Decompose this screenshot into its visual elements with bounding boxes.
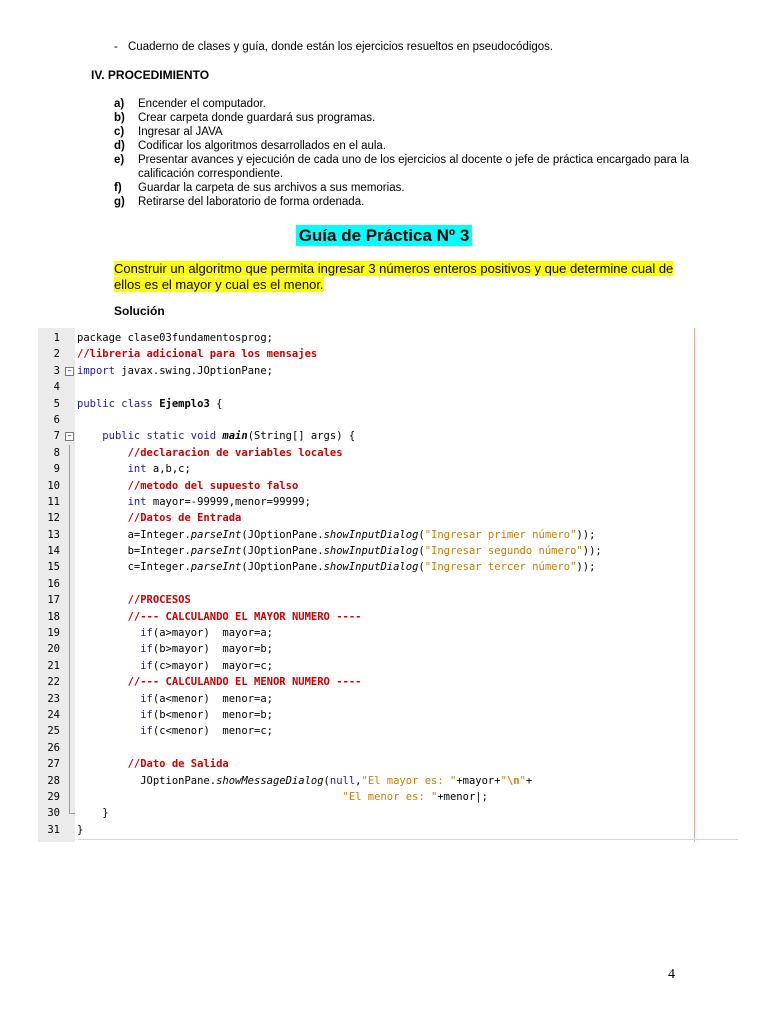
code-token: +menor|; xyxy=(437,790,488,803)
code-token: main xyxy=(222,430,248,443)
code-text xyxy=(77,822,83,838)
fold-guide-line xyxy=(69,461,70,477)
code-text xyxy=(77,641,273,657)
code-token: "El menor es: " xyxy=(342,790,438,803)
procedure-step-text: Encender el computador. xyxy=(138,98,266,110)
code-token: //libreria adicional para los mensajes xyxy=(77,348,318,361)
code-token: //declaracion de variables locales xyxy=(127,446,343,459)
fold-guide-line xyxy=(69,707,70,723)
code-token: public class xyxy=(77,397,160,410)
fold-end-marker xyxy=(69,805,75,814)
line-number: 29 xyxy=(47,790,60,803)
code-token: //Dato de Salida xyxy=(127,758,229,771)
code-token xyxy=(77,611,128,623)
code-text xyxy=(77,805,109,821)
code-text xyxy=(77,756,229,772)
code-token: if xyxy=(140,643,153,656)
page-number: 4 xyxy=(668,967,675,982)
procedure-step xyxy=(114,125,694,139)
line-number: 27 xyxy=(47,758,60,771)
code-token: Ejemplo3 xyxy=(159,397,210,410)
code-text xyxy=(77,609,361,625)
code-text xyxy=(77,691,273,707)
fold-guide-line xyxy=(69,773,70,789)
code-token xyxy=(77,512,128,524)
code-token xyxy=(77,758,128,770)
procedure-step-letter: g) xyxy=(114,196,125,208)
fold-guide-line xyxy=(69,510,70,526)
code-text xyxy=(77,478,298,494)
code-token: (a>mayor) mayor=a; xyxy=(152,627,273,640)
code-token: (JOptionPane. xyxy=(241,561,324,574)
code-text xyxy=(77,445,343,461)
code-token: b=Integer. xyxy=(77,545,191,558)
problem-statement-text: Construir un algoritmo que permita ingresar 3 números enteros positivos y que determine cual de ellos es el mayor y cual es el menor. xyxy=(114,261,674,292)
code-text xyxy=(77,330,273,346)
fold-guide-line xyxy=(69,527,70,543)
code-text xyxy=(77,396,222,412)
code-text xyxy=(77,461,191,477)
code-token: showInputDialog xyxy=(323,528,419,541)
line-number: 19 xyxy=(47,627,60,640)
solution-label: Solución xyxy=(114,304,165,318)
fold-collapse-icon[interactable]: − xyxy=(65,367,74,376)
guide-title-text: Guía de Práctica Nº 3 xyxy=(296,225,473,246)
procedure-step-text: Guardar la carpeta de sus archivos a sus memorias. xyxy=(138,182,405,194)
editor-bottom-border xyxy=(78,839,738,840)
line-number: 6 xyxy=(53,413,60,426)
procedure-step-text: Presentar avances y ejecución de cada uno de los ejercicios al docente o jefe de práctica encargado para la calificación correspondiente. xyxy=(138,154,690,180)
procedure-step-letter: d) xyxy=(114,140,125,152)
code-editor-screenshot xyxy=(38,328,738,842)
code-text xyxy=(77,658,273,674)
code-token: (a<menor) menor=a; xyxy=(152,692,273,705)
code-token: showMessageDialog xyxy=(216,774,324,787)
procedure-step-letter: e) xyxy=(114,154,125,166)
code-token: a=Integer. xyxy=(77,528,191,541)
code-token: parseInt xyxy=(190,545,242,558)
fold-guide-line xyxy=(69,494,70,510)
procedure-step-letter: c) xyxy=(114,126,125,138)
code-token: package clase03fundamentosprog; xyxy=(77,332,273,344)
code-token: if xyxy=(140,627,153,640)
code-token xyxy=(77,496,128,508)
code-token: "El mayor es: " xyxy=(361,774,457,787)
code-token: { xyxy=(209,397,223,410)
procedure-step-letter: b) xyxy=(114,112,125,124)
code-token: (JOptionPane. xyxy=(241,545,324,558)
code-token: "Ingresar primer número" xyxy=(424,528,577,541)
fold-guide-line xyxy=(69,478,70,494)
bullet-dash: - xyxy=(114,41,118,53)
code-token: ( xyxy=(418,561,425,574)
fold-guide-line xyxy=(69,641,70,657)
code-token: parseInt xyxy=(190,528,242,541)
line-number: 25 xyxy=(47,725,60,738)
code-token xyxy=(77,463,128,475)
line-number: 21 xyxy=(47,659,60,672)
code-token: mayor=-99999,menor=99999; xyxy=(146,495,311,508)
fold-guide-line xyxy=(69,592,70,608)
code-token xyxy=(77,709,140,721)
code-text xyxy=(77,789,488,805)
code-token xyxy=(77,693,140,705)
line-number: 12 xyxy=(47,512,60,525)
code-token: parseInt xyxy=(190,561,242,574)
fold-guide-line xyxy=(69,625,70,641)
code-text xyxy=(77,346,317,362)
code-token: )); xyxy=(576,528,596,541)
line-number: 15 xyxy=(47,561,60,574)
code-token: )); xyxy=(582,545,602,558)
fold-guide-line xyxy=(69,609,70,625)
code-text xyxy=(77,363,273,379)
procedure-step-letter: f) xyxy=(114,182,122,194)
line-number: 23 xyxy=(47,692,60,705)
code-token: ( xyxy=(323,774,330,787)
procedure-steps-list xyxy=(114,97,694,209)
fold-guide-line xyxy=(69,723,70,739)
code-token: int xyxy=(127,463,147,476)
code-text xyxy=(77,510,241,526)
line-number: 22 xyxy=(47,676,60,689)
section-heading-procedure: IV. PROCEDIMIENTO xyxy=(91,68,210,82)
code-text xyxy=(77,674,361,690)
code-token: //--- CALCULANDO EL MENOR NUMERO ---- xyxy=(127,676,362,689)
code-token: javax.swing.JOptionPane; xyxy=(114,364,273,377)
code-text xyxy=(77,773,532,789)
code-token xyxy=(77,447,128,459)
code-token: if xyxy=(140,725,153,738)
code-token: a,b,c; xyxy=(146,463,191,476)
line-number: 17 xyxy=(47,594,60,607)
line-number: 28 xyxy=(47,774,60,787)
procedure-step-text: Retirarse del laboratorio de forma ordenada. xyxy=(138,196,365,208)
code-token: (c<menor) menor=c; xyxy=(152,725,273,738)
code-text xyxy=(77,559,595,575)
line-number: 7 xyxy=(53,430,60,443)
code-token xyxy=(77,643,140,655)
code-token: , xyxy=(355,774,362,787)
code-token: )); xyxy=(576,561,596,574)
code-token: //PROCESOS xyxy=(127,594,191,607)
code-token xyxy=(77,725,140,737)
line-number: 14 xyxy=(47,545,60,558)
code-text xyxy=(77,625,273,641)
right-margin-guide xyxy=(694,328,695,842)
fold-guide-line xyxy=(69,559,70,575)
code-token: "Ingresar tercer número" xyxy=(424,561,577,574)
line-number: 26 xyxy=(47,741,60,754)
code-token xyxy=(77,660,140,672)
line-number: 11 xyxy=(47,495,60,508)
code-token: \n xyxy=(506,774,520,787)
procedure-step-text: Codificar los algoritmos desarrollados en el aula. xyxy=(138,140,387,152)
code-token: } xyxy=(77,823,84,836)
code-token xyxy=(77,627,140,639)
fold-collapse-icon[interactable]: − xyxy=(65,432,74,441)
code-text xyxy=(77,592,191,608)
line-number: 16 xyxy=(47,577,60,590)
code-token: (JOptionPane. xyxy=(241,528,324,541)
code-text xyxy=(77,494,311,510)
code-token: JOptionPane. xyxy=(77,774,217,787)
line-number: 2 xyxy=(53,348,60,361)
code-token: int xyxy=(127,495,147,508)
procedure-step xyxy=(114,195,694,209)
fold-guide-line xyxy=(69,789,70,805)
code-token: +mayor+ xyxy=(456,774,501,787)
code-text xyxy=(77,527,595,543)
fold-guide-line xyxy=(69,756,70,772)
code-text xyxy=(77,723,273,739)
line-number: 24 xyxy=(47,708,60,721)
materials-bullet xyxy=(114,41,553,53)
line-number: 31 xyxy=(47,823,60,836)
code-token: (String[] args) { xyxy=(247,430,356,443)
code-token xyxy=(77,430,102,442)
code-token: if xyxy=(140,692,153,705)
procedure-step xyxy=(114,153,694,181)
procedure-step-text: Ingresar al JAVA xyxy=(138,126,223,138)
procedure-step xyxy=(114,181,694,195)
line-number: 5 xyxy=(53,397,60,410)
code-token: public static void xyxy=(102,430,223,443)
code-token: if xyxy=(140,659,153,672)
code-token: import xyxy=(77,364,115,377)
problem-statement xyxy=(114,261,694,293)
code-text xyxy=(77,428,355,444)
code-token xyxy=(77,791,343,803)
procedure-step xyxy=(114,97,694,111)
procedure-step-text: Crear carpeta donde guardará sus programas. xyxy=(138,112,376,124)
fold-guide-line xyxy=(69,658,70,674)
code-token: "Ingresar segundo número" xyxy=(424,545,583,558)
code-token: " xyxy=(500,774,507,787)
code-token: ( xyxy=(418,528,425,541)
code-token: (b<menor) menor=b; xyxy=(152,708,273,721)
line-number: 18 xyxy=(47,610,60,623)
code-token xyxy=(77,594,128,606)
fold-guide-line xyxy=(69,543,70,559)
code-token xyxy=(77,480,128,492)
bullet-text: Cuaderno de clases y guía, donde están los ejercicios resueltos en pseudocódigos. xyxy=(128,41,554,53)
code-token: showInputDialog xyxy=(323,561,419,574)
line-number: 3 xyxy=(53,364,60,377)
fold-guide-line xyxy=(69,576,70,592)
code-token: //metodo del supuesto falso xyxy=(127,479,299,492)
code-token: //Datos de Entrada xyxy=(127,512,242,525)
line-number: 4 xyxy=(53,381,60,394)
code-text xyxy=(77,543,602,559)
procedure-step xyxy=(114,139,694,153)
code-token: showInputDialog xyxy=(323,545,419,558)
guide-title xyxy=(0,226,768,246)
code-token: c=Integer. xyxy=(77,561,191,574)
line-number: 30 xyxy=(47,807,60,820)
code-token: ( xyxy=(418,545,425,558)
code-token xyxy=(77,676,128,688)
line-number: 20 xyxy=(47,643,60,656)
line-number: 13 xyxy=(47,528,60,541)
procedure-step-letter: a) xyxy=(114,98,125,110)
code-token: //--- CALCULANDO EL MAYOR NUMERO ---- xyxy=(127,610,362,623)
fold-guide-line xyxy=(69,691,70,707)
code-token: (b>mayor) mayor=b; xyxy=(152,643,273,656)
fold-guide-line xyxy=(69,740,70,756)
code-token: null xyxy=(329,774,356,787)
code-token: + xyxy=(525,774,533,787)
line-number: 8 xyxy=(53,446,60,459)
fold-guide-line xyxy=(69,674,70,690)
code-token: (c>mayor) mayor=c; xyxy=(152,659,273,672)
fold-guide-line xyxy=(69,445,70,461)
code-token: if xyxy=(140,708,153,721)
line-number: 1 xyxy=(53,332,60,344)
code-token: " xyxy=(519,774,526,787)
code-text xyxy=(77,707,273,723)
procedure-step xyxy=(114,111,694,125)
line-number: 9 xyxy=(53,463,60,476)
code-token: } xyxy=(77,807,109,820)
line-number: 10 xyxy=(47,479,60,492)
